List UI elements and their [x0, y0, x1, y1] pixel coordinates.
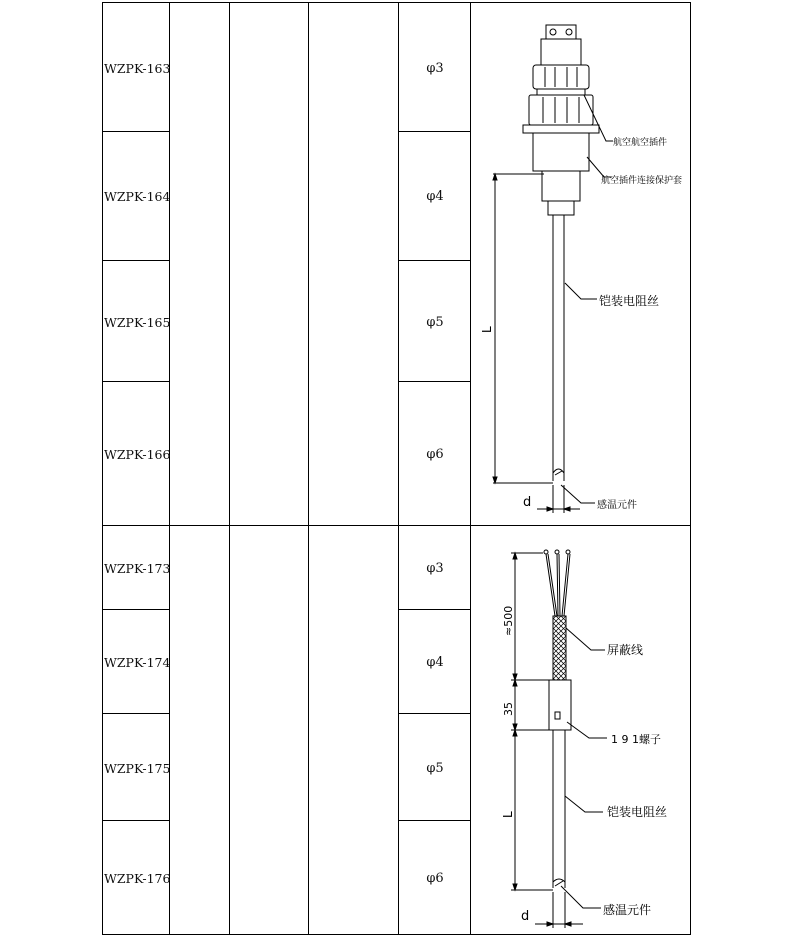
- dim-label-d: d: [521, 909, 530, 924]
- row-divider: [398, 713, 471, 714]
- label-armored-wire: 铠装电阻丝: [599, 294, 660, 308]
- connector-neck: [541, 39, 581, 65]
- dim-label-d: d: [523, 495, 532, 510]
- connector-ring: [537, 89, 585, 95]
- column-divider: [308, 2, 309, 935]
- dim-label-L: L: [501, 811, 515, 818]
- model-number: WZPK-166: [104, 447, 171, 462]
- column-divider: [229, 2, 230, 935]
- row-divider: [398, 820, 471, 821]
- row-divider: [398, 609, 471, 610]
- sensor-tip: [553, 469, 564, 481]
- diameter-value: φ5: [426, 315, 444, 330]
- connector-flange: [523, 125, 599, 133]
- label-protective-sleeve: 航空插件连接保护套: [601, 176, 683, 186]
- diameter-value: φ4: [426, 655, 444, 670]
- model-number: WZPK-163: [104, 61, 171, 76]
- diameter-value: φ3: [426, 61, 444, 76]
- label-connector: 航空航空插件: [613, 138, 668, 148]
- lead-end: [566, 550, 570, 554]
- diameter-value: φ6: [426, 871, 444, 886]
- row-divider: [398, 381, 471, 382]
- protective-sleeve: [533, 133, 589, 171]
- column-divider: [169, 2, 170, 935]
- table-border-right: [690, 2, 691, 935]
- row-divider: [398, 131, 471, 132]
- row-divider: [102, 609, 170, 610]
- diameter-value: φ4: [426, 189, 444, 204]
- row-divider: [102, 820, 170, 821]
- model-number: WZPK-165: [104, 315, 171, 330]
- label-shielded-wire: 屏蔽线: [607, 643, 644, 657]
- table-border-left: [102, 2, 103, 935]
- model-number: WZPK-175: [104, 761, 171, 776]
- connector-nut: [529, 95, 593, 125]
- diameter-value: φ5: [426, 761, 444, 776]
- drawing-connector-type: [471, 3, 690, 525]
- sleeve-tip: [548, 201, 574, 215]
- model-number: WZPK-176: [104, 871, 171, 886]
- label-sensor: 感温元件: [597, 500, 637, 511]
- connector-body: [533, 65, 589, 89]
- diameter-value: φ6: [426, 447, 444, 462]
- table-border-bottom: [102, 934, 691, 935]
- row-divider: [102, 713, 170, 714]
- lead-end: [544, 550, 548, 554]
- model-number: WZPK-173: [104, 561, 171, 576]
- model-number: WZPK-164: [104, 189, 171, 204]
- label-nut: 1 9 1螺子: [611, 733, 661, 746]
- drawing-lead-type: [471, 526, 690, 934]
- diameter-value: φ3: [426, 561, 444, 576]
- row-divider: [102, 381, 170, 382]
- dim-label-L: L: [480, 326, 494, 333]
- lead-end: [555, 550, 559, 554]
- model-number: WZPK-174: [104, 655, 171, 670]
- sleeve-step: [542, 171, 580, 201]
- label-armored-wire: 铠装电阻丝: [607, 805, 668, 819]
- row-divider: [102, 131, 170, 132]
- column-divider: [398, 2, 399, 935]
- dim-label-nut: 35: [502, 702, 515, 716]
- label-sensor: 感温元件: [603, 903, 652, 917]
- row-divider: [102, 260, 170, 261]
- row-divider: [398, 260, 471, 261]
- dim-label-lead: ≈500: [502, 605, 515, 636]
- shielded-wire-braid: [553, 616, 566, 680]
